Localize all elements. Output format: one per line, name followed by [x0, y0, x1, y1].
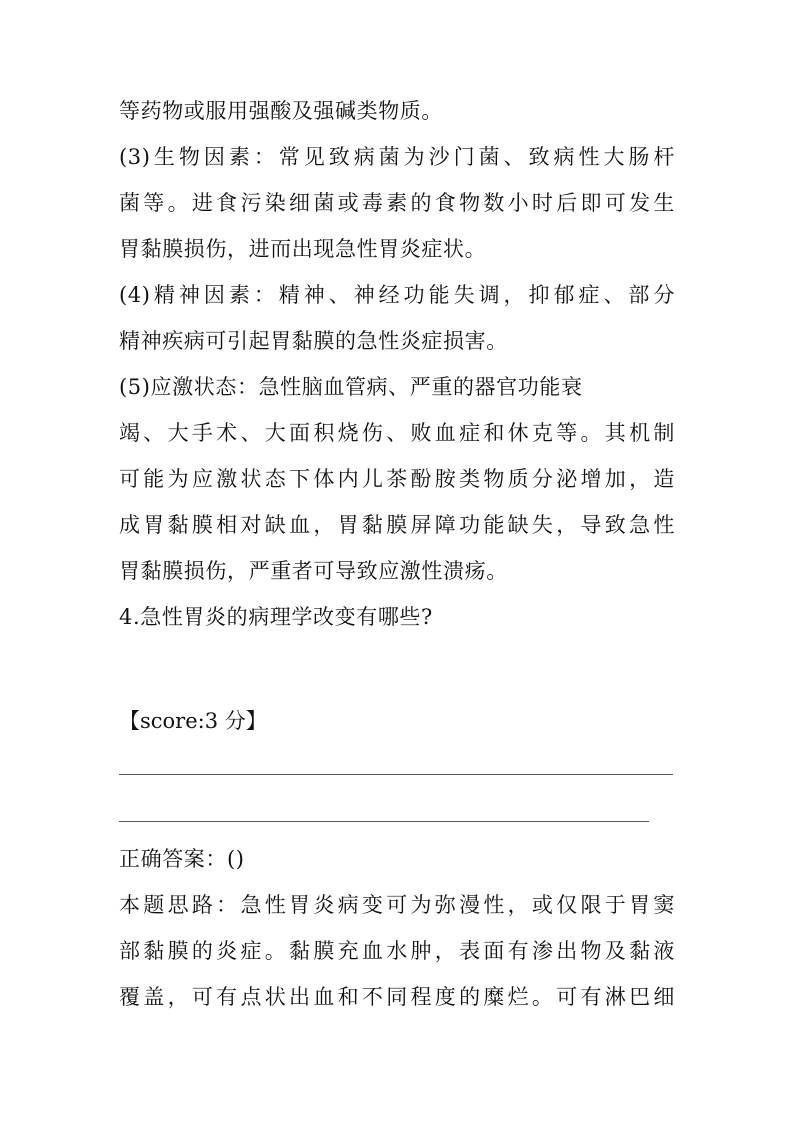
spacer	[119, 640, 675, 698]
text-line: (5)应激状态：急性脑血管病、严重的器官功能衰	[119, 375, 583, 399]
text-line: 等药物或服用强酸及强碱类物质。	[119, 99, 443, 123]
question-title: 4.急性胃炎的病理学改变有哪些?	[119, 605, 433, 629]
text-line: 菌等。进食污染细菌或毒素的食物数小时后即可发生	[119, 191, 675, 215]
text-line: (4)精神因素：精神、神经功能失调，抑郁症、部分	[119, 283, 675, 307]
explanation-line: 本题思路：急性胃炎病变可为弥漫性，或仅限于胃窦	[119, 893, 675, 917]
answer-line[interactable]	[119, 774, 673, 775]
score-label: 【score:3 分】	[119, 709, 267, 733]
text-line: 胃黏膜损伤，严重者可导致应激性溃疡。	[119, 559, 508, 583]
explanation-line: 部黏膜的炎症。黏膜充血水肿，表面有渗出物及黏液	[119, 939, 675, 963]
text-line: 成胃黏膜相对缺血，胃黏膜屏障功能缺失，导致急性	[119, 513, 675, 537]
text-line: 可能为应激状态下体内儿茶酚胺类物质分泌增加，造	[119, 467, 675, 491]
explanation-line: 覆盖，可有点状出血和不同程度的糜烂。可有淋巴细	[119, 985, 675, 1009]
document-page	[119, 88, 675, 1020]
text-line: 竭、大手术、大面积烧伤、败血症和休克等。其机制	[119, 421, 675, 445]
text-line: 胃黏膜损伤，进而出现急性胃炎症状。	[119, 237, 487, 261]
text-line: 精神疾病可引起胃黏膜的急性炎症损害。	[119, 329, 508, 353]
spacer	[119, 822, 675, 836]
text-line: (3)生物因素：常见致病菌为沙门菌、致病性大肠杆	[119, 145, 675, 169]
answer-label: 正确答案：()	[119, 847, 245, 871]
